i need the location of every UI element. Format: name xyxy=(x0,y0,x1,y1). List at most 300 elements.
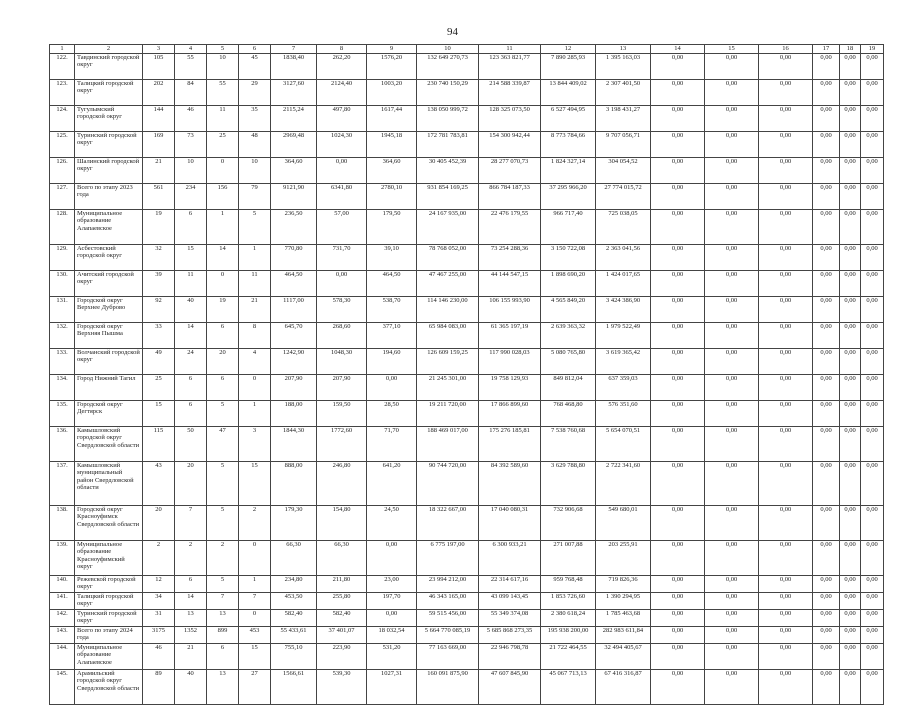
value-cell: 0,00 xyxy=(813,609,840,626)
row-number-cell: 141. xyxy=(50,592,75,609)
table-row xyxy=(50,575,884,592)
column-number: 2 xyxy=(75,45,143,54)
value-cell: 57,00 xyxy=(317,209,367,244)
row-number-cell: 136. xyxy=(50,426,75,461)
value-cell: 0,00 xyxy=(759,79,813,105)
value-cell: 0,00 xyxy=(759,626,813,643)
row-number-cell: 122. xyxy=(50,53,75,79)
value-cell: 966 717,40 xyxy=(541,209,596,244)
value-cell: 0,00 xyxy=(813,79,840,105)
value-cell: 2115,24 xyxy=(271,105,317,131)
value-cell: 126 609 159,25 xyxy=(417,348,479,374)
value-cell: 0,00 xyxy=(840,626,861,643)
value-cell: 6 xyxy=(207,374,239,400)
municipality-name-cell: Тугулымский городской округ xyxy=(75,105,143,131)
value-cell: 197,70 xyxy=(367,592,417,609)
row-number-cell: 130. xyxy=(50,270,75,296)
value-cell: 66,30 xyxy=(271,540,317,575)
value-cell: 0,00 xyxy=(705,183,759,209)
value-cell: 5 xyxy=(207,505,239,540)
value-cell: 0,00 xyxy=(861,296,884,322)
value-cell: 65 984 083,00 xyxy=(417,322,479,348)
value-cell: 159,50 xyxy=(317,400,367,426)
value-cell: 6 xyxy=(207,643,239,669)
value-cell: 531,20 xyxy=(367,643,417,669)
value-cell: 4 565 849,20 xyxy=(541,296,596,322)
row-number-cell: 125. xyxy=(50,131,75,157)
value-cell: 304 054,52 xyxy=(596,157,651,183)
value-cell: 0,00 xyxy=(317,157,367,183)
value-cell: 0,00 xyxy=(759,374,813,400)
value-cell: 67 416 316,87 xyxy=(596,669,651,704)
value-cell: 0,00 xyxy=(840,105,861,131)
value-cell: 0,00 xyxy=(813,157,840,183)
value-cell: 21 xyxy=(239,296,271,322)
value-cell: 0,00 xyxy=(813,270,840,296)
table-row xyxy=(50,592,884,609)
value-cell: 0,00 xyxy=(813,131,840,157)
value-cell: 13 844 409,02 xyxy=(541,79,596,105)
value-cell: 464,50 xyxy=(271,270,317,296)
value-cell: 73 xyxy=(175,131,207,157)
value-cell: 0,00 xyxy=(861,244,884,270)
value-cell: 105 xyxy=(143,53,175,79)
value-cell: 246,80 xyxy=(317,461,367,505)
municipality-name-cell: Ачитский городской округ xyxy=(75,270,143,296)
value-cell: 33 xyxy=(143,322,175,348)
row-number-cell: 143. xyxy=(50,626,75,643)
value-cell: 0,00 xyxy=(861,540,884,575)
value-cell: 0,00 xyxy=(861,270,884,296)
table-row xyxy=(50,426,884,461)
value-cell: 931 854 169,25 xyxy=(417,183,479,209)
value-cell: 0,00 xyxy=(861,626,884,643)
value-cell: 255,80 xyxy=(317,592,367,609)
value-cell: 188 469 017,00 xyxy=(417,426,479,461)
value-cell: 1024,30 xyxy=(317,131,367,157)
value-cell: 0,00 xyxy=(861,400,884,426)
value-cell: 13 xyxy=(207,609,239,626)
value-cell: 8 773 784,66 xyxy=(541,131,596,157)
value-cell: 453 xyxy=(239,626,271,643)
value-cell: 5 664 770 085,19 xyxy=(417,626,479,643)
value-cell: 59 515 456,00 xyxy=(417,609,479,626)
value-cell: 5 xyxy=(207,400,239,426)
value-cell: 21 722 464,55 xyxy=(541,643,596,669)
value-cell: 5 xyxy=(207,461,239,505)
value-cell: 13 xyxy=(207,669,239,704)
value-cell: 0,00 xyxy=(840,79,861,105)
value-cell: 1048,30 xyxy=(317,348,367,374)
value-cell: 0,00 xyxy=(861,105,884,131)
value-cell: 0,00 xyxy=(840,461,861,505)
value-cell: 7 xyxy=(175,505,207,540)
value-cell: 115 xyxy=(143,426,175,461)
column-number: 14 xyxy=(651,45,705,54)
value-cell: 0,00 xyxy=(840,505,861,540)
value-cell: 0,00 xyxy=(651,540,705,575)
value-cell: 43 xyxy=(143,461,175,505)
value-cell: 0,00 xyxy=(813,400,840,426)
municipality-name-cell: Арамильский городской округ Свердловской области xyxy=(75,669,143,704)
municipality-name-cell: Муниципальное образование Алапаевское xyxy=(75,643,143,669)
value-cell: 719 826,36 xyxy=(596,575,651,592)
value-cell: 78 768 052,00 xyxy=(417,244,479,270)
value-cell: 453,50 xyxy=(271,592,317,609)
value-cell: 1945,18 xyxy=(367,131,417,157)
value-cell: 0,00 xyxy=(759,322,813,348)
table-row xyxy=(50,131,884,157)
value-cell: 0,00 xyxy=(705,540,759,575)
value-cell: 364,60 xyxy=(367,157,417,183)
value-cell: 6 xyxy=(175,575,207,592)
value-cell: 114 146 230,00 xyxy=(417,296,479,322)
value-cell: 0,00 xyxy=(861,592,884,609)
value-cell: 154,80 xyxy=(317,505,367,540)
value-cell: 1242,90 xyxy=(271,348,317,374)
value-cell: 0,00 xyxy=(861,53,884,79)
value-cell: 899 xyxy=(207,626,239,643)
value-cell: 0,00 xyxy=(813,322,840,348)
value-cell: 194,60 xyxy=(367,348,417,374)
value-cell: 5 654 070,51 xyxy=(596,426,651,461)
value-cell: 207,90 xyxy=(317,374,367,400)
value-cell: 268,60 xyxy=(317,322,367,348)
value-cell: 0,00 xyxy=(840,131,861,157)
value-cell: 14 xyxy=(175,592,207,609)
municipality-name-cell: Талицкий городской округ xyxy=(75,79,143,105)
value-cell: 236,50 xyxy=(271,209,317,244)
value-cell: 0,00 xyxy=(651,426,705,461)
value-cell: 20 xyxy=(143,505,175,540)
value-cell: 188,00 xyxy=(271,400,317,426)
value-cell: 578,30 xyxy=(317,296,367,322)
value-cell: 22 314 617,16 xyxy=(479,575,541,592)
table-row xyxy=(50,244,884,270)
table-row xyxy=(50,270,884,296)
value-cell: 11 xyxy=(207,105,239,131)
value-cell: 0,00 xyxy=(705,400,759,426)
value-cell: 179,30 xyxy=(271,505,317,540)
value-cell: 3 198 431,27 xyxy=(596,105,651,131)
column-number: 4 xyxy=(175,45,207,54)
value-cell: 132 649 270,73 xyxy=(417,53,479,79)
value-cell: 0,00 xyxy=(861,426,884,461)
table-row xyxy=(50,183,884,209)
column-number: 1 xyxy=(50,45,75,54)
value-cell: 234 xyxy=(175,183,207,209)
value-cell: 172 781 783,81 xyxy=(417,131,479,157)
value-cell: 0,00 xyxy=(759,183,813,209)
municipality-name-cell: Тавдинский городской округ xyxy=(75,53,143,79)
value-cell: 576 351,60 xyxy=(596,400,651,426)
value-cell: 1 785 463,68 xyxy=(596,609,651,626)
municipality-name-cell: Городской округ Дегтярск xyxy=(75,400,143,426)
row-number-cell: 140. xyxy=(50,575,75,592)
row-number-cell: 123. xyxy=(50,79,75,105)
value-cell: 22 476 179,55 xyxy=(479,209,541,244)
value-cell: 0,00 xyxy=(705,575,759,592)
municipality-name-cell: Муниципальное образование Алапаевское xyxy=(75,209,143,244)
value-cell: 0,00 xyxy=(759,669,813,704)
value-cell: 234,80 xyxy=(271,575,317,592)
value-cell: 3 150 722,08 xyxy=(541,244,596,270)
value-cell: 645,70 xyxy=(271,322,317,348)
value-cell: 0,00 xyxy=(705,157,759,183)
value-cell: 0,00 xyxy=(861,575,884,592)
value-cell: 7 890 285,93 xyxy=(541,53,596,79)
value-cell: 866 784 187,33 xyxy=(479,183,541,209)
value-cell: 1617,44 xyxy=(367,105,417,131)
value-cell: 364,60 xyxy=(271,157,317,183)
value-cell: 0,00 xyxy=(705,53,759,79)
value-cell: 6 xyxy=(175,374,207,400)
value-cell: 35 xyxy=(239,105,271,131)
value-cell: 0,00 xyxy=(861,643,884,669)
value-cell: 15 xyxy=(239,643,271,669)
value-cell: 6 775 197,00 xyxy=(417,540,479,575)
value-cell: 0,00 xyxy=(861,322,884,348)
value-cell: 0 xyxy=(207,157,239,183)
municipality-name-cell: Городской округ Красноуфимск Свердловской области xyxy=(75,505,143,540)
value-cell: 0,00 xyxy=(840,540,861,575)
value-cell: 0,00 xyxy=(705,426,759,461)
value-cell: 17 040 080,31 xyxy=(479,505,541,540)
value-cell: 144 xyxy=(143,105,175,131)
value-cell: 211,80 xyxy=(317,575,367,592)
municipality-name-cell: Асбестовский городской округ xyxy=(75,244,143,270)
value-cell: 19 xyxy=(143,209,175,244)
column-number: 12 xyxy=(541,45,596,54)
column-number: 8 xyxy=(317,45,367,54)
value-cell: 0,00 xyxy=(759,592,813,609)
value-cell: 40 xyxy=(175,669,207,704)
value-cell: 71,70 xyxy=(367,426,417,461)
value-cell: 0,00 xyxy=(759,244,813,270)
value-cell: 55 349 374,08 xyxy=(479,609,541,626)
value-cell: 24 xyxy=(175,348,207,374)
value-cell: 0,00 xyxy=(813,540,840,575)
value-cell: 13 xyxy=(175,609,207,626)
value-cell: 0,00 xyxy=(759,53,813,79)
value-cell: 2 xyxy=(143,540,175,575)
value-cell: 1772,60 xyxy=(317,426,367,461)
value-cell: 10 xyxy=(207,53,239,79)
value-cell: 1 xyxy=(239,244,271,270)
value-cell: 160 091 875,90 xyxy=(417,669,479,704)
value-cell: 0,00 xyxy=(840,209,861,244)
value-cell: 0,00 xyxy=(840,270,861,296)
value-cell: 0,00 xyxy=(840,157,861,183)
value-cell: 582,40 xyxy=(317,609,367,626)
value-cell: 7 xyxy=(239,592,271,609)
value-cell: 6 527 494,95 xyxy=(541,105,596,131)
value-cell: 27 xyxy=(239,669,271,704)
value-cell: 0,00 xyxy=(651,53,705,79)
table-row xyxy=(50,157,884,183)
column-number: 13 xyxy=(596,45,651,54)
value-cell: 195 938 200,00 xyxy=(541,626,596,643)
column-number: 7 xyxy=(271,45,317,54)
value-cell: 0,00 xyxy=(651,183,705,209)
value-cell: 0,00 xyxy=(840,348,861,374)
value-cell: 44 144 547,15 xyxy=(479,270,541,296)
row-number-cell: 127. xyxy=(50,183,75,209)
value-cell: 15 xyxy=(175,244,207,270)
value-cell: 0,00 xyxy=(840,53,861,79)
value-cell: 0,00 xyxy=(651,505,705,540)
value-cell: 3 424 386,90 xyxy=(596,296,651,322)
value-cell: 203 255,91 xyxy=(596,540,651,575)
row-number-cell: 145. xyxy=(50,669,75,704)
value-cell: 90 744 720,00 xyxy=(417,461,479,505)
value-cell: 0,00 xyxy=(861,669,884,704)
value-cell: 6 300 933,21 xyxy=(479,540,541,575)
row-number-cell: 138. xyxy=(50,505,75,540)
value-cell: 6 xyxy=(207,322,239,348)
value-cell: 46 xyxy=(175,105,207,131)
value-cell: 32 494 405,67 xyxy=(596,643,651,669)
column-number: 16 xyxy=(759,45,813,54)
value-cell: 582,40 xyxy=(271,609,317,626)
value-cell: 84 392 589,60 xyxy=(479,461,541,505)
column-number: 15 xyxy=(705,45,759,54)
value-cell: 11 xyxy=(239,270,271,296)
value-cell: 0,00 xyxy=(367,540,417,575)
value-cell: 45 067 713,13 xyxy=(541,669,596,704)
value-cell: 0,00 xyxy=(759,296,813,322)
column-number: 6 xyxy=(239,45,271,54)
value-cell: 31 xyxy=(143,609,175,626)
municipality-name-cell: Туринский городской округ xyxy=(75,131,143,157)
value-cell: 888,00 xyxy=(271,461,317,505)
value-cell: 214 588 339,87 xyxy=(479,79,541,105)
table-row xyxy=(50,540,884,575)
value-cell: 0,00 xyxy=(651,209,705,244)
value-cell: 0,00 xyxy=(705,592,759,609)
value-cell: 37 295 966,20 xyxy=(541,183,596,209)
value-cell: 39 xyxy=(143,270,175,296)
value-cell: 0 xyxy=(239,609,271,626)
row-number-cell: 135. xyxy=(50,400,75,426)
value-cell: 2 363 041,56 xyxy=(596,244,651,270)
value-cell: 28,50 xyxy=(367,400,417,426)
value-cell: 92 xyxy=(143,296,175,322)
value-cell: 2780,10 xyxy=(367,183,417,209)
municipality-name-cell: Городской округ Верхняя Пышма xyxy=(75,322,143,348)
value-cell: 0 xyxy=(239,540,271,575)
data-table xyxy=(49,44,884,705)
value-cell: 0,00 xyxy=(759,209,813,244)
value-cell: 61 365 197,19 xyxy=(479,322,541,348)
value-cell: 2 722 341,60 xyxy=(596,461,651,505)
value-cell: 3175 xyxy=(143,626,175,643)
value-cell: 55 xyxy=(207,79,239,105)
column-number: 3 xyxy=(143,45,175,54)
value-cell: 89 xyxy=(143,669,175,704)
value-cell: 23 994 212,00 xyxy=(417,575,479,592)
value-cell: 539,30 xyxy=(317,669,367,704)
value-cell: 0,00 xyxy=(651,609,705,626)
value-cell: 3 629 788,80 xyxy=(541,461,596,505)
value-cell: 0,00 xyxy=(759,270,813,296)
value-cell: 0,00 xyxy=(651,669,705,704)
value-cell: 0,00 xyxy=(861,505,884,540)
value-cell: 0,00 xyxy=(705,374,759,400)
column-number: 11 xyxy=(479,45,541,54)
value-cell: 17 866 899,60 xyxy=(479,400,541,426)
column-number: 19 xyxy=(861,45,884,54)
value-cell: 19 211 720,00 xyxy=(417,400,479,426)
value-cell: 0,00 xyxy=(651,131,705,157)
value-cell: 1117,00 xyxy=(271,296,317,322)
value-cell: 377,10 xyxy=(367,322,417,348)
value-cell: 0,00 xyxy=(705,348,759,374)
value-cell: 21 xyxy=(143,157,175,183)
value-cell: 18 322 667,00 xyxy=(417,505,479,540)
value-cell: 0,00 xyxy=(651,105,705,131)
value-cell: 0,00 xyxy=(705,131,759,157)
municipality-name-cell: Всего по этапу 2023 года xyxy=(75,183,143,209)
column-number: 5 xyxy=(207,45,239,54)
value-cell: 5 xyxy=(207,575,239,592)
value-cell: 2 xyxy=(239,505,271,540)
value-cell: 11 xyxy=(175,270,207,296)
value-cell: 2 307 401,50 xyxy=(596,79,651,105)
value-cell: 0,00 xyxy=(840,374,861,400)
value-cell: 2 639 363,32 xyxy=(541,322,596,348)
value-cell: 641,20 xyxy=(367,461,417,505)
value-cell: 282 983 611,84 xyxy=(596,626,651,643)
value-cell: 230 740 150,29 xyxy=(417,79,479,105)
value-cell: 0,00 xyxy=(813,626,840,643)
value-cell: 768 468,80 xyxy=(541,400,596,426)
value-cell: 0,00 xyxy=(861,131,884,157)
value-cell: 0,00 xyxy=(651,400,705,426)
value-cell: 9121,90 xyxy=(271,183,317,209)
value-cell: 175 276 185,81 xyxy=(479,426,541,461)
table-row xyxy=(50,53,884,79)
column-number: 18 xyxy=(840,45,861,54)
value-cell: 1566,61 xyxy=(271,669,317,704)
municipality-name-cell: Всего по этапу 2024 года xyxy=(75,626,143,643)
value-cell: 1 390 294,95 xyxy=(596,592,651,609)
value-cell: 21 xyxy=(175,643,207,669)
value-cell: 34 xyxy=(143,592,175,609)
value-cell: 0,00 xyxy=(861,157,884,183)
value-cell: 0,00 xyxy=(705,270,759,296)
value-cell: 0,00 xyxy=(705,626,759,643)
value-cell: 1 979 522,49 xyxy=(596,322,651,348)
value-cell: 959 768,48 xyxy=(541,575,596,592)
value-cell: 24,50 xyxy=(367,505,417,540)
column-number: 10 xyxy=(417,45,479,54)
value-cell: 6341,80 xyxy=(317,183,367,209)
value-cell: 138 050 999,72 xyxy=(417,105,479,131)
value-cell: 0,00 xyxy=(705,79,759,105)
value-cell: 46 xyxy=(143,643,175,669)
value-cell: 154 300 942,44 xyxy=(479,131,541,157)
value-cell: 0,00 xyxy=(705,105,759,131)
value-cell: 0,00 xyxy=(759,157,813,183)
table-row xyxy=(50,296,884,322)
value-cell: 1352 xyxy=(175,626,207,643)
value-cell: 2124,40 xyxy=(317,79,367,105)
value-cell: 0,00 xyxy=(367,609,417,626)
row-number-cell: 142. xyxy=(50,609,75,626)
value-cell: 43 099 143,45 xyxy=(479,592,541,609)
value-cell: 0,00 xyxy=(367,374,417,400)
